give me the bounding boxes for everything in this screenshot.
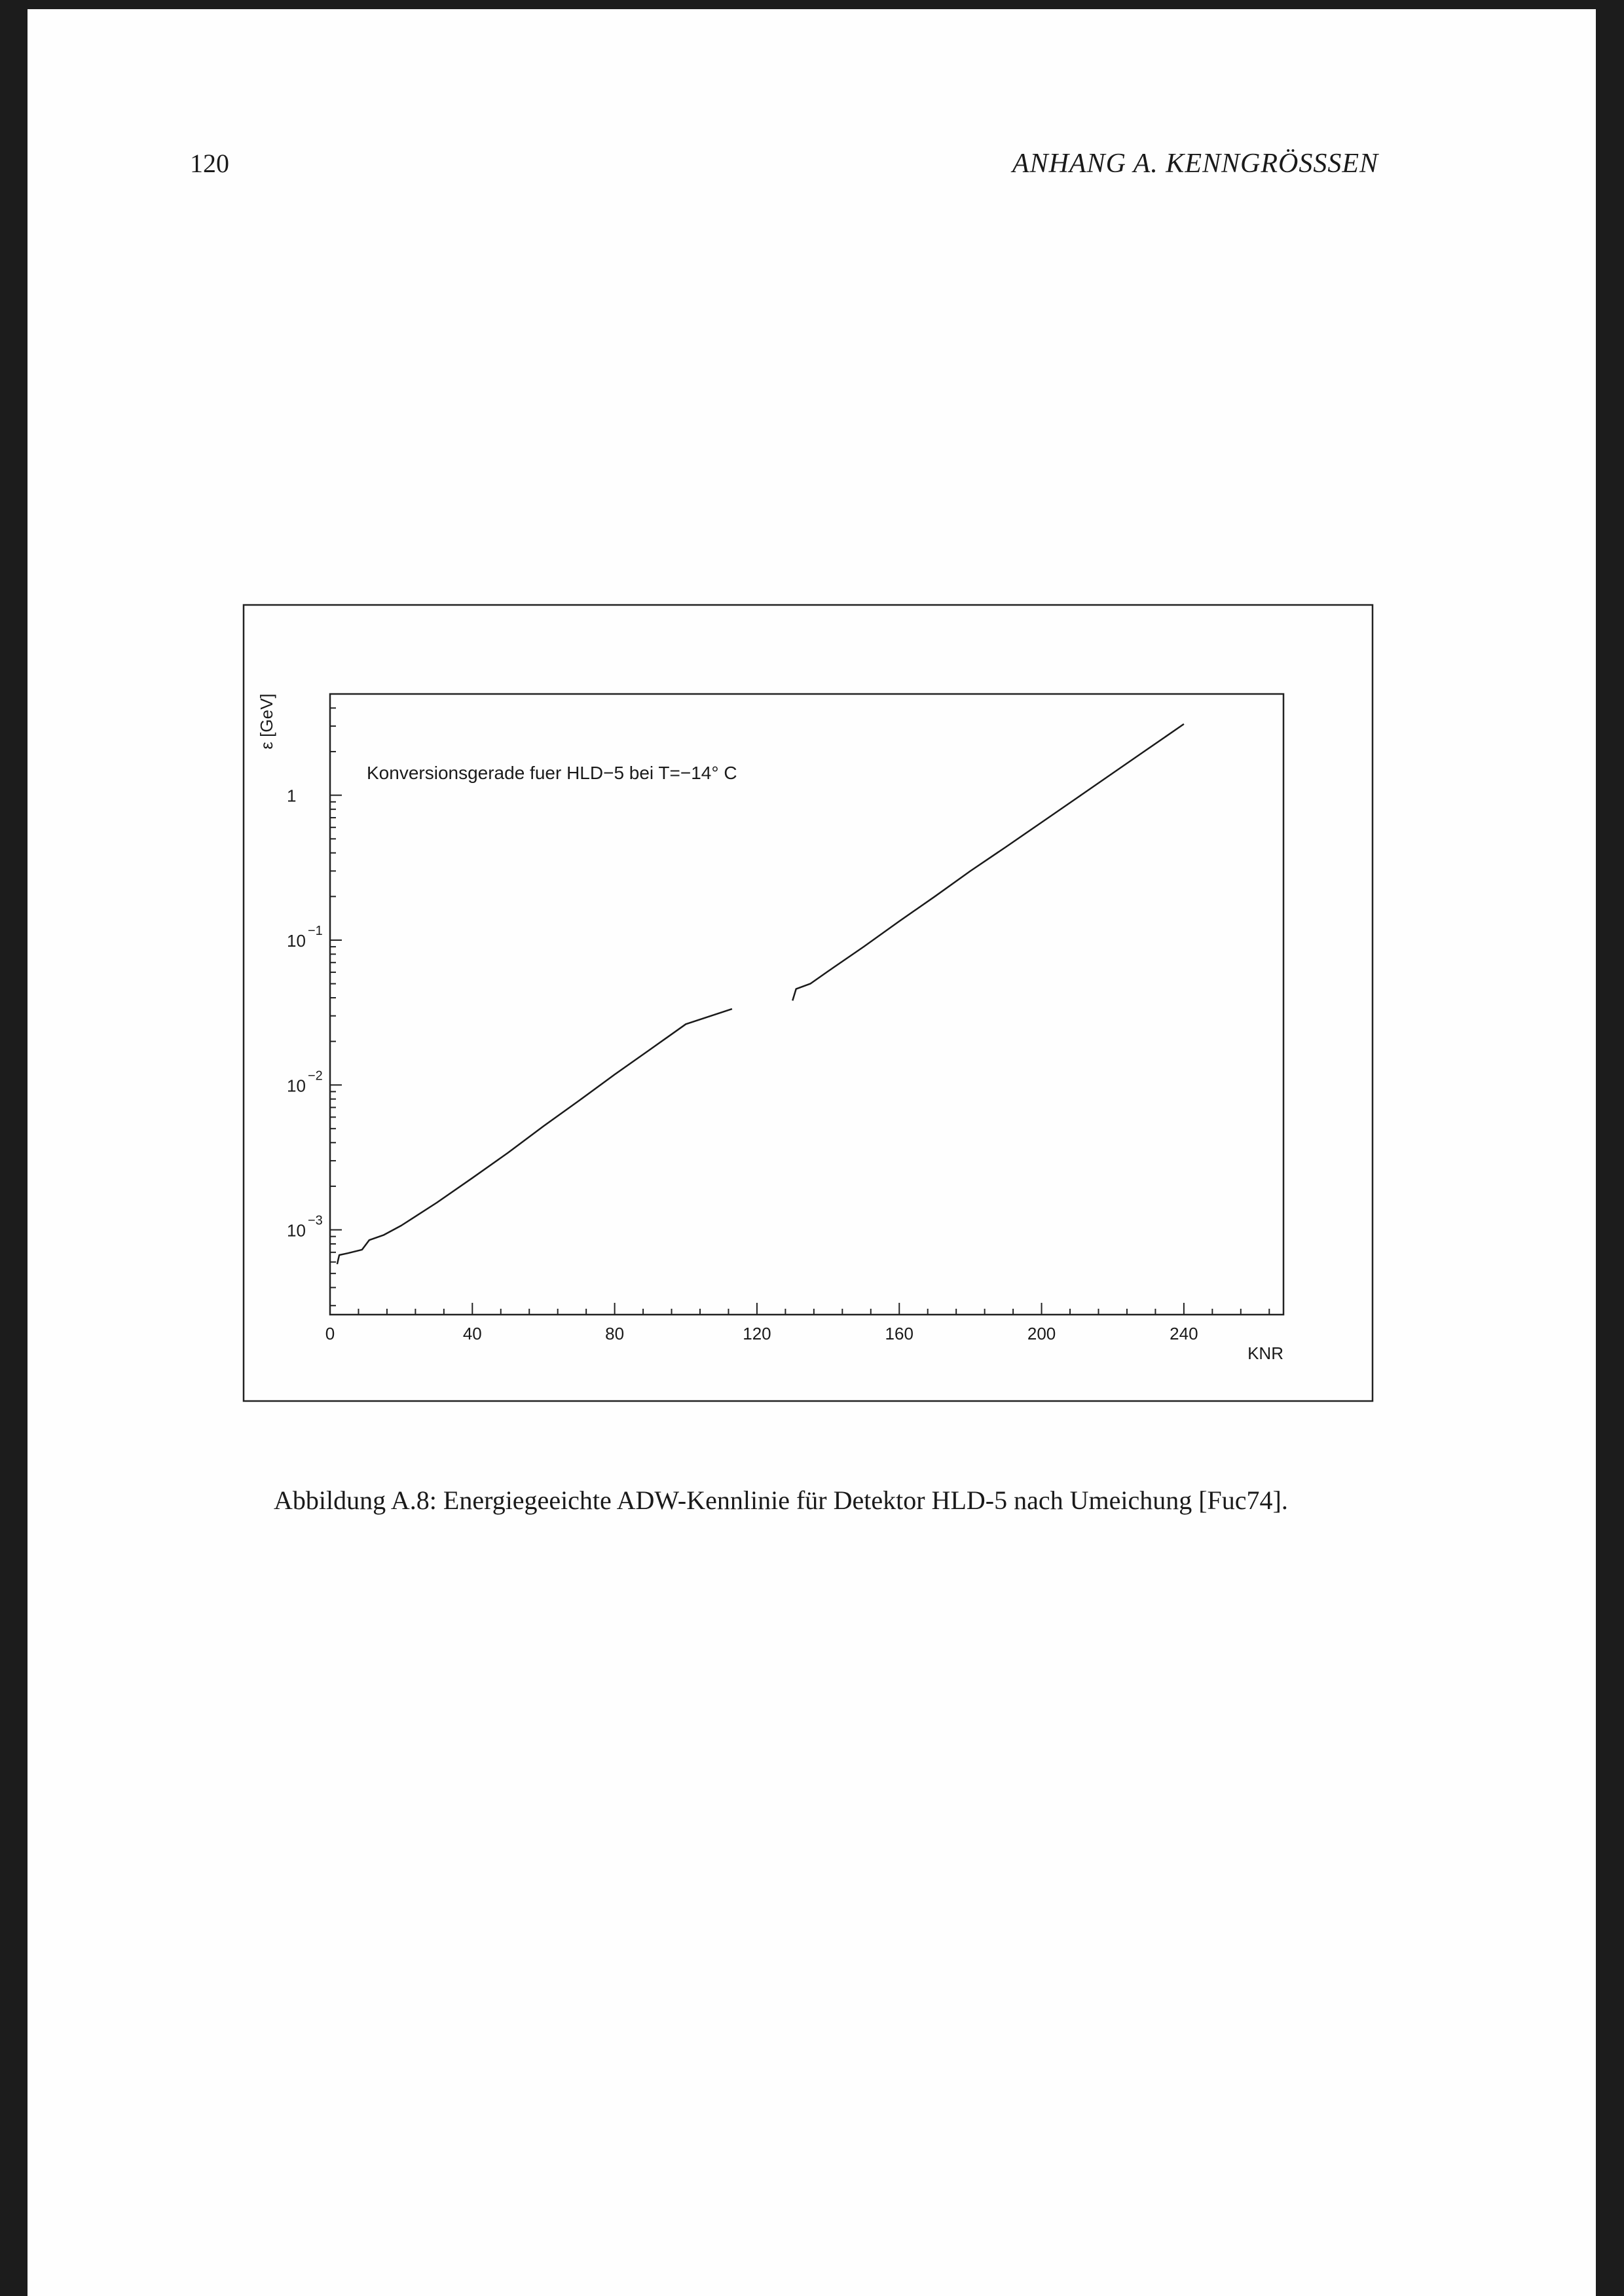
page-number: 120 [190,149,229,178]
series-lines [337,724,1184,1264]
x-axis-tick-labels [325,1324,1198,1343]
chart [242,604,1374,1402]
figure-caption: Abbildung A.8: Energiegeeichte ADW-Kennlinie für Detektor HLD-5 nach Umeichung [Fuc74]. [274,1485,1288,1515]
y-tick-label-base: 10 [287,1220,306,1241]
series-line-segment [337,1009,732,1264]
chart-annotation: Konversionsgerade fuer HLD−5 bei T=−14° C [367,763,737,783]
page [28,9,1596,2296]
x-tick-label: 200 [1027,1324,1056,1343]
y-tick-label [287,786,296,806]
y-tick-label-base: 10 [287,1076,306,1096]
x-tick-label: 80 [605,1324,625,1343]
x-tick-label: 240 [1170,1324,1198,1343]
series-line-segment [792,724,1184,1001]
y-axis-label: ε [GeV] [257,693,276,750]
y-tick-label-base: 1 [287,786,297,806]
x-tick-label: 120 [743,1324,771,1343]
y-tick-label [287,1068,323,1095]
x-axis-ticks [330,1303,1269,1315]
y-axis-ticks [330,694,342,1305]
y-tick-label-exponent: −3 [308,1213,323,1228]
running-head: ANHANG A. KENNGRÖSSSEN [1012,149,1378,179]
x-tick-label: 40 [462,1324,482,1343]
x-axis-label: KNR [1247,1343,1283,1363]
x-tick-label: 0 [325,1324,335,1343]
y-tick-label-exponent: −2 [308,1068,323,1084]
figure-frame [244,605,1373,1401]
y-tick-label-base: 10 [287,930,306,951]
y-tick-label [287,924,323,951]
y-tick-label-exponent: −1 [308,923,323,938]
figure [242,604,1374,1402]
y-tick-label [287,1214,323,1241]
x-tick-label: 160 [885,1324,913,1343]
y-axis-tick-labels [287,786,323,1241]
plot-frame [330,694,1283,1315]
